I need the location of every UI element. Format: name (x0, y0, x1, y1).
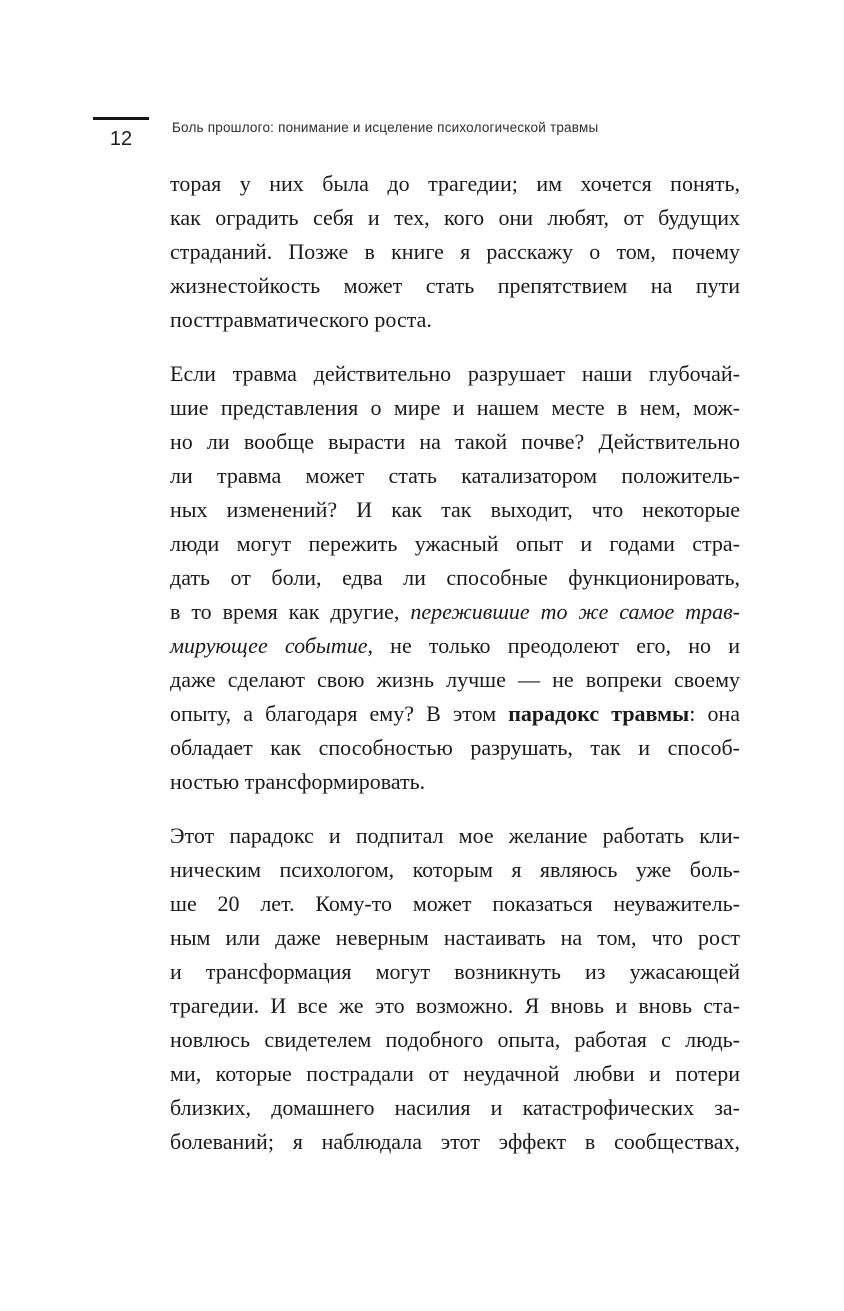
text-line (170, 595, 740, 629)
text-segment: даже сделают свою жизнь лучше — не вопреки своему (170, 667, 740, 692)
text-segment: жизнестойкость может стать препятствием на пути (170, 273, 740, 298)
paragraph (170, 357, 740, 799)
text-segment: шие представления о мире и нашем месте в нем, мож- (170, 395, 740, 420)
text-line (170, 955, 740, 989)
text-segment: люди могут пережить ужасный опыт и годами стра- (170, 531, 740, 556)
text-line (170, 1125, 740, 1159)
text-segment: ше 20 лет. Кому-то может показаться неуважитель- (170, 891, 740, 916)
text-segment: ным или даже неверным настаивать на том, что рост (170, 925, 740, 950)
text-line (170, 921, 740, 955)
text-line (170, 887, 740, 921)
text-segment: в то время как другие, (170, 599, 411, 624)
text-line (170, 629, 740, 663)
text-segment: ностью трансформировать. (170, 769, 426, 794)
text-segment: опыту, а благодаря ему? В этом (170, 701, 509, 726)
text-segment: ных изменений? И как так выходит, что некоторые (170, 497, 740, 522)
text-line (170, 1023, 740, 1057)
text-segment: страданий. Позже в книге я расскажу о том, почему (170, 239, 740, 264)
text-line (170, 527, 740, 561)
text-line (170, 201, 740, 235)
text-segment: , не только преодолеют его, но и (367, 633, 740, 658)
text-line (170, 663, 740, 697)
text-segment: ми, которые пострадали от неудачной любви и потери (170, 1061, 740, 1086)
text-segment: новлюсь свидетелем подобного опыта, работая с людь- (170, 1027, 740, 1052)
text-line (170, 391, 740, 425)
paragraph (170, 819, 740, 1159)
page-number: 12 (109, 128, 133, 150)
bold-text: парадокс травмы (508, 701, 690, 726)
text-line (170, 1091, 740, 1125)
text-segment: Этот парадокс и подпитал мое желание работать кли- (170, 823, 740, 848)
page-body (170, 167, 740, 1159)
text-line (170, 357, 740, 391)
italic-text: мирующее событие (170, 633, 368, 658)
page-corner (93, 117, 149, 151)
text-segment: болеваний; я наблюдала этот эффект в сообществах, (170, 1129, 740, 1154)
text-segment: ли травма может стать катализатором положитель- (170, 463, 740, 488)
text-line (170, 697, 740, 731)
text-segment: : она (689, 701, 740, 726)
text-segment: близких, домашнего насилия и катастрофических за- (170, 1095, 740, 1120)
text-line (170, 561, 740, 595)
text-segment: ническим психологом, которым я являюсь уже боль- (170, 857, 740, 882)
text-segment: посттравматического роста. (170, 307, 432, 332)
text-line (170, 459, 740, 493)
text-line (170, 425, 740, 459)
text-line (170, 167, 740, 201)
italic-text: пережившие то же самое трав- (410, 599, 740, 624)
paragraph (170, 167, 740, 337)
text-segment: дать от боли, едва ли способные функционировать, (170, 565, 740, 590)
text-line (170, 235, 740, 269)
text-segment: Если травма действительно разрушает наши глубочай- (170, 361, 740, 386)
text-segment: трагедии. И все же это возможно. Я вновь и вновь ста- (170, 993, 740, 1018)
text-line (170, 303, 740, 337)
text-line (170, 493, 740, 527)
text-segment: но ли вообще вырасти на такой почве? Действительно (170, 429, 740, 454)
text-line (170, 731, 740, 765)
text-line (170, 989, 740, 1023)
text-segment: как оградить себя и тех, кого они любят, от будущих (170, 205, 740, 230)
text-segment: и трансформация могут возникнуть из ужасающей (170, 959, 740, 984)
text-segment: обладает как способностью разрушать, так и способ- (170, 735, 740, 760)
text-segment: торая у них была до трагедии; им хочется понять, (170, 171, 740, 196)
text-line (170, 819, 740, 853)
text-line (170, 1057, 740, 1091)
text-line (170, 853, 740, 887)
header-rule (93, 117, 149, 120)
text-line (170, 765, 740, 799)
text-line (170, 269, 740, 303)
running-header: Боль прошлого: понимание и исцеление психологической травмы (172, 120, 599, 135)
